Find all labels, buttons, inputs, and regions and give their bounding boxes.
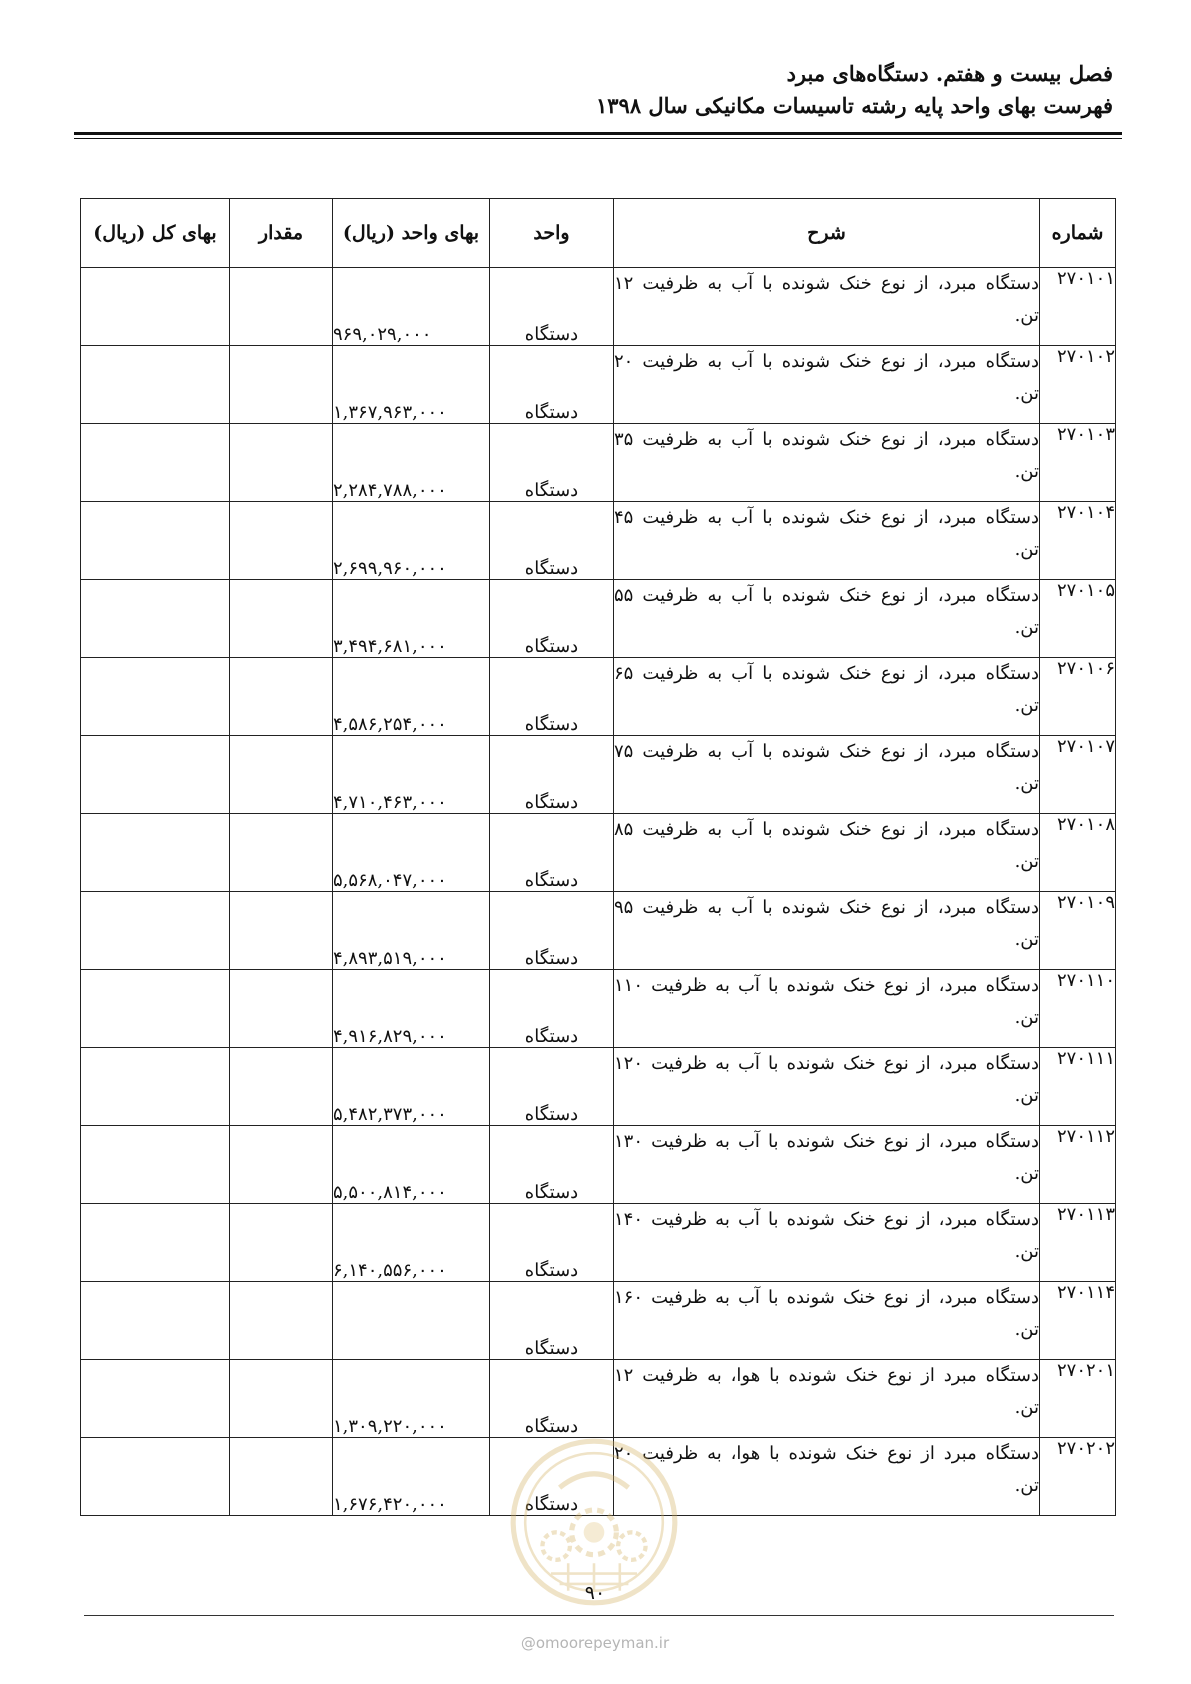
item-total-price: [81, 1438, 230, 1516]
item-quantity: [230, 1048, 333, 1126]
item-unit: دستگاه: [490, 736, 614, 814]
item-total-price: [81, 814, 230, 892]
table-row: [81, 1360, 1116, 1438]
table-row: [81, 1126, 1116, 1204]
item-unit: دستگاه: [490, 1126, 614, 1204]
description-line: دستگاه مبرد، از نوع خنک شونده با آب به ظرفیت ۲۰: [614, 351, 1039, 372]
table-row: [81, 814, 1116, 892]
item-description: [614, 658, 1040, 736]
description-line: دستگاه مبرد از نوع خنک شونده با هوا، به ظرفیت ۲۰: [614, 1443, 1039, 1464]
item-code: ۲۷۰۱۰۴: [1040, 502, 1116, 580]
description-continuation: تن.: [1014, 1085, 1039, 1106]
header-rule-thick: [74, 132, 1122, 135]
website-watermark: @omoorepeyman.ir: [520, 1634, 670, 1652]
description-line: دستگاه مبرد، از نوع خنک شونده با آب به ظرفیت ۹۵: [614, 897, 1039, 918]
header-quantity: مقدار: [230, 199, 333, 268]
item-unit-price: ۶,۱۴۰,۵۵۶,۰۰۰: [333, 1204, 490, 1282]
description-line: دستگاه مبرد، از نوع خنک شونده با آب به ظرفیت ۳۵: [614, 429, 1039, 450]
item-code: ۲۷۰۱۰۲: [1040, 346, 1116, 424]
item-unit-price: [333, 1282, 490, 1360]
item-description: [614, 892, 1040, 970]
header-unit: واحد: [490, 199, 614, 268]
description-continuation: تن.: [1014, 461, 1039, 482]
item-unit-price: ۴,۷۱۰,۴۶۳,۰۰۰: [333, 736, 490, 814]
item-quantity: [230, 1282, 333, 1360]
item-code: ۲۷۰۱۰۵: [1040, 580, 1116, 658]
item-unit-price: ۱,۳۰۹,۲۲۰,۰۰۰: [333, 1360, 490, 1438]
item-unit-price: ۵,۵۰۰,۸۱۴,۰۰۰: [333, 1126, 490, 1204]
item-total-price: [81, 346, 230, 424]
item-quantity: [230, 1360, 333, 1438]
item-description: [614, 424, 1040, 502]
description-continuation: تن.: [1014, 851, 1039, 872]
item-code: ۲۷۰۱۱۰: [1040, 970, 1116, 1048]
table-row: [81, 346, 1116, 424]
item-total-price: [81, 1360, 230, 1438]
item-total-price: [81, 1204, 230, 1282]
item-unit-price: ۲,۶۹۹,۹۶۰,۰۰۰: [333, 502, 490, 580]
description-line: دستگاه مبرد، از نوع خنک شونده با آب به ظرفیت ۶۵: [614, 663, 1039, 684]
footer-rule: [84, 1615, 1114, 1616]
item-unit: دستگاه: [490, 1360, 614, 1438]
item-unit: دستگاه: [490, 502, 614, 580]
header-code: شماره: [1040, 199, 1116, 268]
item-description: [614, 1048, 1040, 1126]
item-total-price: [81, 580, 230, 658]
item-unit-price: ۵,۵۶۸,۰۴۷,۰۰۰: [333, 814, 490, 892]
item-unit-price: ۹۶۹,۰۲۹,۰۰۰: [333, 268, 490, 346]
item-code: ۲۷۰۱۰۹: [1040, 892, 1116, 970]
item-description: [614, 970, 1040, 1048]
description-continuation: تن.: [1014, 1475, 1039, 1496]
item-description: [614, 1360, 1040, 1438]
item-quantity: [230, 1204, 333, 1282]
item-unit-price: ۱,۶۷۶,۴۲۰,۰۰۰: [333, 1438, 490, 1516]
item-quantity: [230, 1126, 333, 1204]
item-unit: دستگاه: [490, 970, 614, 1048]
item-unit: دستگاه: [490, 346, 614, 424]
item-unit-price: ۳,۴۹۴,۶۸۱,۰۰۰: [333, 580, 490, 658]
item-total-price: [81, 1282, 230, 1360]
description-continuation: تن.: [1014, 1241, 1039, 1262]
header-unit-price: بهای واحد (ریال): [333, 199, 490, 268]
description-continuation: تن.: [1014, 1397, 1039, 1418]
item-quantity: [230, 658, 333, 736]
item-total-price: [81, 424, 230, 502]
description-line: دستگاه مبرد، از نوع خنک شونده با آب به ظرفیت ۱۱۰: [614, 975, 1039, 996]
item-quantity: [230, 736, 333, 814]
item-description: [614, 580, 1040, 658]
item-unit: دستگاه: [490, 1048, 614, 1126]
item-code: ۲۷۰۱۱۳: [1040, 1204, 1116, 1282]
description-continuation: تن.: [1014, 929, 1039, 950]
description-continuation: تن.: [1014, 773, 1039, 794]
item-quantity: [230, 892, 333, 970]
item-code: ۲۷۰۱۰۸: [1040, 814, 1116, 892]
header-description: شرح: [614, 199, 1040, 268]
item-unit: دستگاه: [490, 658, 614, 736]
description-continuation: تن.: [1014, 695, 1039, 716]
header-total-price: بهای کل (ریال): [81, 199, 230, 268]
description-continuation: تن.: [1014, 1319, 1039, 1340]
table-row: [81, 268, 1116, 346]
item-unit-price: ۲,۲۸۴,۷۸۸,۰۰۰: [333, 424, 490, 502]
item-unit-price: ۴,۹۱۶,۸۲۹,۰۰۰: [333, 970, 490, 1048]
table-row: [81, 892, 1116, 970]
item-total-price: [81, 1126, 230, 1204]
description-continuation: تن.: [1014, 1163, 1039, 1184]
table-row: [81, 1048, 1116, 1126]
item-quantity: [230, 580, 333, 658]
item-quantity: [230, 268, 333, 346]
table-row: [81, 424, 1116, 502]
description-continuation: تن.: [1014, 1007, 1039, 1028]
description-continuation: تن.: [1014, 617, 1039, 638]
page-header: [73, 58, 1113, 122]
item-quantity: [230, 1438, 333, 1516]
price-table: [80, 198, 1116, 1516]
item-code: ۲۷۰۲۰۱: [1040, 1360, 1116, 1438]
description-continuation: تن.: [1014, 539, 1039, 560]
item-code: ۲۷۰۱۰۳: [1040, 424, 1116, 502]
item-code: ۲۷۰۱۱۴: [1040, 1282, 1116, 1360]
item-unit-price: ۴,۵۸۶,۲۵۴,۰۰۰: [333, 658, 490, 736]
item-total-price: [81, 658, 230, 736]
table-row: [81, 580, 1116, 658]
price-list-title: فهرست بهای واحد پایه رشته تاسیسات مکانیکی سال ۱۳۹۸: [595, 93, 1113, 118]
table-row: [81, 970, 1116, 1048]
item-total-price: [81, 892, 230, 970]
item-description: [614, 502, 1040, 580]
page-number: ۹۰: [584, 1582, 606, 1604]
table-row: [81, 1282, 1116, 1360]
item-code: ۲۷۰۱۰۱: [1040, 268, 1116, 346]
item-unit: دستگاه: [490, 1204, 614, 1282]
description-continuation: تن.: [1014, 383, 1039, 404]
item-code: ۲۷۰۱۱۱: [1040, 1048, 1116, 1126]
item-description: [614, 346, 1040, 424]
item-description: [614, 736, 1040, 814]
item-unit: دستگاه: [490, 1282, 614, 1360]
item-total-price: [81, 502, 230, 580]
description-line: دستگاه مبرد، از نوع خنک شونده با آب به ظرفیت ۱۴۰: [614, 1209, 1039, 1230]
item-description: [614, 1126, 1040, 1204]
item-description: [614, 1282, 1040, 1360]
description-line: دستگاه مبرد، از نوع خنک شونده با آب به ظرفیت ۱۳۰: [614, 1131, 1039, 1152]
description-line: دستگاه مبرد، از نوع خنک شونده با آب به ظرفیت ۷۵: [614, 741, 1039, 762]
table-row: [81, 658, 1116, 736]
table-header-row: [81, 199, 1116, 268]
item-total-price: [81, 1048, 230, 1126]
item-quantity: [230, 424, 333, 502]
header-rule-thin: [74, 138, 1122, 139]
item-code: ۲۷۰۱۰۷: [1040, 736, 1116, 814]
table-row: [81, 1204, 1116, 1282]
item-code: ۲۷۰۲۰۲: [1040, 1438, 1116, 1516]
item-quantity: [230, 502, 333, 580]
description-line: دستگاه مبرد، از نوع خنک شونده با آب به ظرفیت ۱۲۰: [614, 1053, 1039, 1074]
description-line: دستگاه مبرد، از نوع خنک شونده با آب به ظرفیت ۴۵: [614, 507, 1039, 528]
description-continuation: تن.: [1014, 305, 1039, 326]
item-unit-price: ۱,۳۶۷,۹۶۳,۰۰۰: [333, 346, 490, 424]
item-unit-price: ۵,۴۸۲,۳۷۳,۰۰۰: [333, 1048, 490, 1126]
item-total-price: [81, 970, 230, 1048]
item-unit: دستگاه: [490, 424, 614, 502]
item-quantity: [230, 970, 333, 1048]
item-total-price: [81, 736, 230, 814]
item-unit: دستگاه: [490, 268, 614, 346]
table-row: [81, 502, 1116, 580]
chapter-title: فصل بیست و هفتم. دستگاه‌های مبرد: [786, 61, 1113, 86]
item-description: [614, 1204, 1040, 1282]
item-code: ۲۷۰۱۱۲: [1040, 1126, 1116, 1204]
item-quantity: [230, 814, 333, 892]
description-line: دستگاه مبرد، از نوع خنک شونده با آب به ظرفیت ۸۵: [614, 819, 1039, 840]
item-unit: دستگاه: [490, 814, 614, 892]
item-unit: دستگاه: [490, 1438, 614, 1516]
description-line: دستگاه مبرد، از نوع خنک شونده با آب به ظرفیت ۱۲: [614, 273, 1039, 294]
item-unit: دستگاه: [490, 580, 614, 658]
description-line: دستگاه مبرد، از نوع خنک شونده با آب به ظرفیت ۱۶۰: [614, 1287, 1039, 1308]
description-line: دستگاه مبرد، از نوع خنک شونده با آب به ظرفیت ۵۵: [614, 585, 1039, 606]
item-description: [614, 814, 1040, 892]
item-code: ۲۷۰۱۰۶: [1040, 658, 1116, 736]
item-unit-price: ۴,۸۹۳,۵۱۹,۰۰۰: [333, 892, 490, 970]
item-description: [614, 268, 1040, 346]
item-unit: دستگاه: [490, 892, 614, 970]
item-total-price: [81, 268, 230, 346]
description-line: دستگاه مبرد از نوع خنک شونده با هوا، به ظرفیت ۱۲: [614, 1365, 1039, 1386]
item-quantity: [230, 346, 333, 424]
table-row: [81, 736, 1116, 814]
